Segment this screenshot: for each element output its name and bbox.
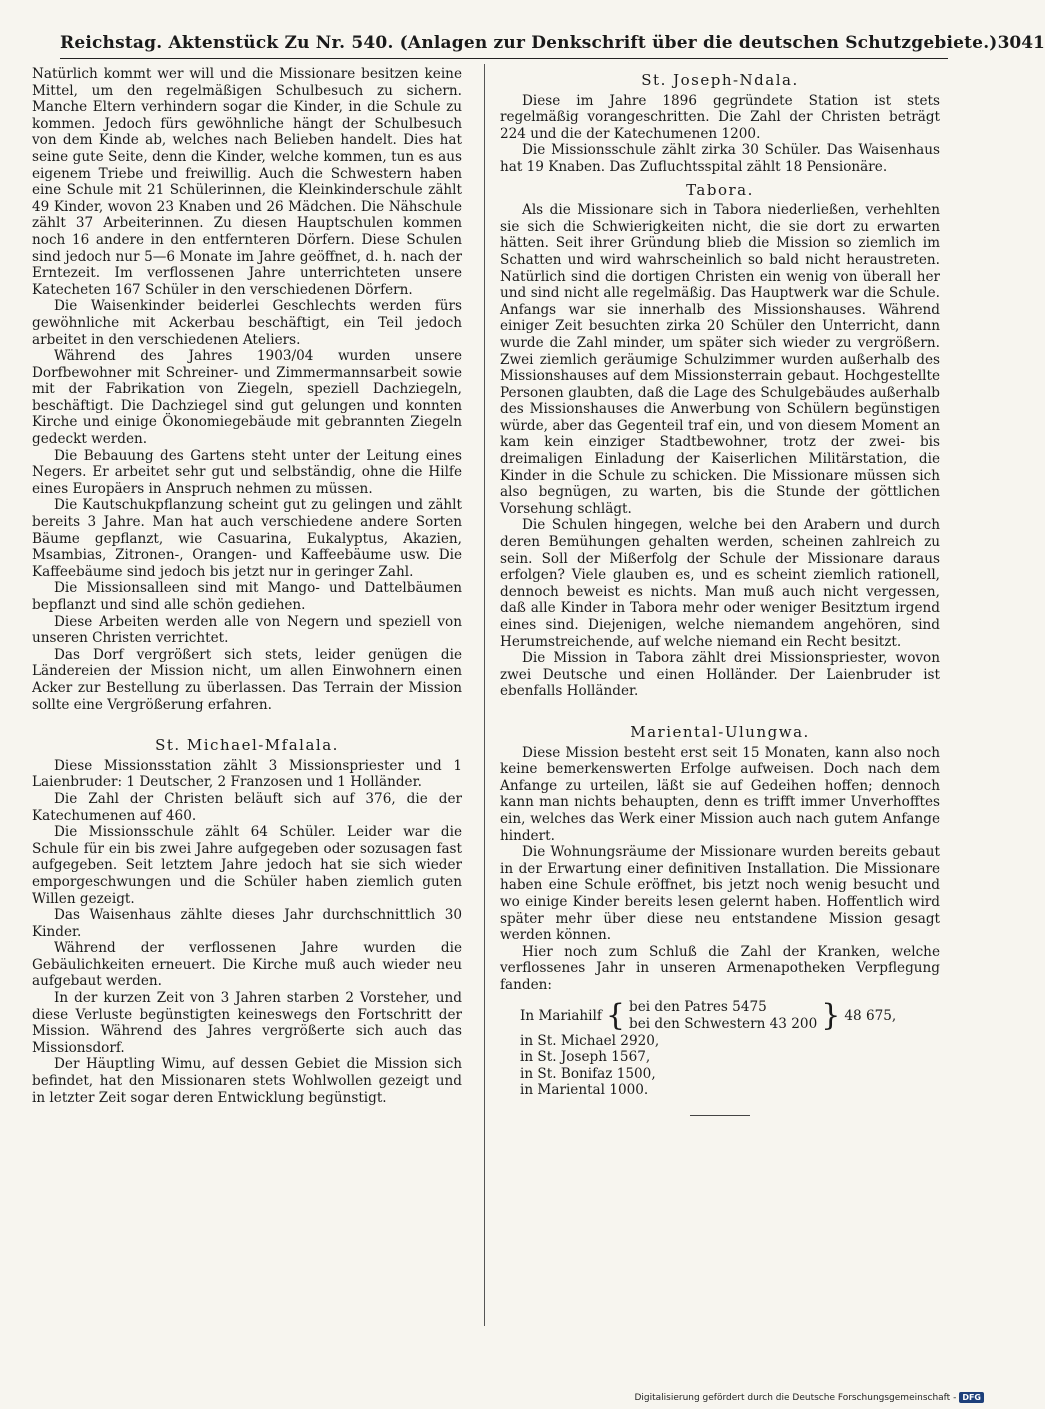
tally-lines — [629, 999, 817, 1032]
paragraph: Das Dorf vergrößert sich stets, leider genügen die Ländereien der Mission nicht, um allen Einwohnern einen Acker zur Bestellung zu überlassen. Das Terrain der Mission sollte eine Vergrößerung erfahren. — [32, 646, 462, 713]
paragraph: Die Schulen hingegen, welche bei den Arabern und durch deren Bemühungen gehalten werden, scheinen zahlreich zu sein. Soll der Mißerfolg der Schule der Missionare daraus erfolgen? Viele glauben es, und es scheint ziemlich rationell, dennoch beweist es nichts. Man muß auch nicht vergessen, daß alle Kinder in Tabora mehr oder weniger Besitztum irgend eines sind. Diejenigen, welche niemandem angehören, sind Herumstreichende, auf welche niemand ein Recht besitzt. — [500, 517, 940, 650]
list-item: in St. Joseph 1567, — [520, 1049, 651, 1066]
tally-line: bei den Patres 5475 — [629, 999, 767, 1016]
right-brace: } — [821, 998, 841, 1034]
paragraph: Die Kautschukpflanzung scheint gut zu gelingen und zählt bereits 3 Jahre. Man hat auch verschiedene andere Sorten Bäume gepflanzt, wie Casuarina, Eukalyptus, Akazien, Msambias, Zitronen-, Orangen- und Kaffeebäume usw. Die Kaffeebäume sind jedoch bis jetzt nur in geringer Zahl. — [32, 497, 462, 580]
left-column — [32, 66, 462, 1106]
paragraph: Die Mission in Tabora zählt drei Missionspriester, wovon zwei Deutsche und einen Holländer. Der Laienbruder ist ebenfalls Holländer. — [500, 650, 940, 700]
dfg-logo: DFG — [959, 1392, 984, 1403]
paragraph: Diese Missionsstation zählt 3 Missionspriester und 1 Laienbruder: 1 Deutscher, 2 Franzosen und 1 Holländer. — [32, 757, 462, 791]
paragraph: Während der verflossenen Jahre wurden die Gebäulichkeiten erneuert. Die Kirche muß auch wieder neu aufgebaut werden. — [32, 940, 462, 990]
list-item: in Mariental 1000. — [520, 1082, 649, 1099]
paragraph: In der kurzen Zeit von 3 Jahren starben 2 Vorsteher, und diese Verluste begünstigten keineswegs den Fortschritt der Mission. Während des Jahres vergrößerte sich auch das Missionsdorf. — [32, 990, 462, 1056]
paragraph: Das Waisenhaus zählte dieses Jahr durchschnittlich 30 Kinder. — [32, 907, 462, 940]
tally-line: bei den Schwestern 43 200 — [629, 1016, 818, 1033]
left-brace: { — [605, 998, 625, 1034]
paragraph: Natürlich kommt wer will und die Missionare besitzen keine Mittel, um den regelmäßigen Schulbesuch zu sichern. Manche Eltern verhindern sogar die Kinder, in die Schule zu kommen. Jedoch fürs gewöhnliche hängt der Schulbesuch von dem Kinde ab, welches nach Belieben handelt. Dies hat seine gute Seite, denn die Kinder, welche kommen, tun es aus eigenem Triebe und freiwillig. Auch die Schwestern haben eine Schule mit 21 Schülerinnen, die Kleinkinderschule zählt 49 Kinder, wovon 23 Knaben und 26 Mädchen. Die Nähschule zählt 37 Arbeiterinnen. Zu diesen Hauptschulen kommen noch 16 andere in den entfernteren Dörfern. Diese Schulen sind jedoch nur 5—6 Monate im Jahre geöffnet, d. h. nach der Erntezeit. Im verflossenen Jahre unterrichteten unsere Katecheten 167 Schüler in den verschiedenen Dörfern. — [32, 66, 462, 298]
section-heading: St. Joseph-Ndala. — [641, 71, 799, 89]
paragraph: Hier noch zum Schluß die Zahl der Kranken, welche verflossenes Jahr in unseren Armenapotheken Verpflegung fanden: — [500, 943, 940, 993]
tally-mariahilf — [520, 999, 940, 1032]
paragraph: Diese Mission besteht erst seit 15 Monaten, kann also noch keine bemerkenswerten Erfolge aufweisen. Doch nach dem Anfange zu urteilen, läßt sie auf Gedeihen hoffen; dennoch kann man nichts behaupten, denn es trifft immer Unverhofftes ein, welches das Werk einer Mission auch nach gutem Anfange hindert. — [500, 744, 940, 844]
paragraph: Die Wohnungsräume der Missionare wurden bereits gebaut in der Erwartung einer definitiven Installation. Die Missionare haben eine Schule eröffnet, bis jetzt noch wenig besucht und wo einige Kinder bereits lesen gelernt haben. Hoffentlich wird später mehr über diese neu entstandene Mission gesagt werden können. — [500, 844, 940, 944]
page-number: 3041 — [997, 33, 1045, 53]
patient-tally — [520, 999, 940, 1099]
paragraph: Während des Jahres 1903/04 wurden unsere Dorfbewohner mit Schreiner- und Zimmermannsarbeit sowie mit der Fabrikation von Ziegeln, speziell Dachziegeln, beschäftigt. Die Dachziegel sind gut gelungen und konnten Kirche und einige Ökonomiegebäude mit gebrannten Ziegeln gedeckt werden. — [32, 348, 462, 448]
header-title: Reichstag. Aktenstück Zu Nr. 540. (Anlagen zur Denkschrift über die deutschen Schutzgebiete.) — [60, 33, 998, 53]
list-item: in St. Michael 2920, — [520, 1032, 660, 1049]
paragraph: Diese Arbeiten werden alle von Negern und speziell von unseren Christen verrichtet. — [32, 613, 462, 647]
column-divider — [484, 64, 485, 1326]
paragraph: Diese im Jahre 1896 gegründete Station ist stets regelmäßig vorangeschritten. Die Zahl der Christen beträgt 224 und die der Katechumenen 1200. — [500, 92, 940, 142]
paragraph: Die Zahl der Christen beläuft sich auf 376, die der Katechumenen auf 460. — [32, 790, 462, 824]
footer-text: Digitalisierung gefördert durch die Deutsche Forschungsgemeinschaft - — [634, 1392, 957, 1403]
list-item: in St. Bonifaz 1500, — [520, 1065, 656, 1082]
paragraph: Die Bebauung des Gartens steht unter der Leitung eines Negers. Er arbeitet sehr gut und selbständig, ohne die Hilfe eines Europäers in Anspruch nehmen zu müssen. — [32, 447, 462, 497]
footer — [634, 1392, 984, 1403]
tally-list — [520, 1033, 940, 1099]
paragraph: Die Missionsschule zählt 64 Schüler. Leider war die Schule für ein bis zwei Jahre aufgegeben oder sozusagen fast aufgegeben. Seit letztem Jahre jedoch hat sie sich wieder emporgeschwungen und die Schüler haben ziemlich guten Willen gezeigt. — [32, 824, 462, 907]
paragraph: Die Missionsschule zählt zirka 30 Schüler. Das Waisenhaus hat 19 Knaben. Das Zufluchtsspital zählt 18 Pensionäre. — [500, 142, 940, 175]
section-heading: St. Michael-Mfalala. — [155, 736, 339, 755]
paragraph: Als die Missionare sich in Tabora niederließen, verhehlten sie sich die Schwierigkeiten nicht, die sie dort zu erwarten hätten. Seit ihrer Gründung blieb die Mission so ziemlich im Schatten und wird wahrscheinlich so bald nicht heraustreten. Natürlich sind die dortigen Christen ein wenig von überall her und sind nicht alle regelmäßig. Das Hauptwerk war die Schule. Anfangs war sie innerhalb des Missionshauses. Während einiger Zeit besuchten zirka 20 Schüler den Unterricht, dann wurde die Zahl minder, um später sich wieder zu vergrößern. Zwei ziemlich geräumige Schulzimmer wurden außerhalb des Missionshauses auf dem Missionsterrain gebaut. Hochgestellte Personen glaubten, daß die Lage des Schulgebäudes außerhalb des Missionshauses die Anwerbung von Schülern begünstigen würde, aber das Gegenteil traf ein, und von diesem Moment an kam kein einziger Stadtbewohner, trotz der zwei- bis dreimaligen Einladung der Kaiserlichen Militärstation, die Kinder in die Schule zu schicken. Die Missionare müssen sich also begnügen, zu warten, bis die Stunde der göttlichen Vorsehung schlägt. — [500, 202, 940, 517]
tally-prefix: In Mariahilf — [520, 1007, 602, 1024]
paragraph: Die Missionsalleen sind mit Mango- und Dattelbäumen bepflanzt und sind alle schön gediehen. — [32, 580, 462, 613]
paragraph: Der Häuptling Wimu, auf dessen Gebiet die Mission sich befindet, hat den Missionaren stets Wohlwollen gezeigt und in letzter Zeit sogar deren Entwicklung begünstigt. — [32, 1056, 462, 1106]
page-header — [60, 28, 1045, 59]
end-rule — [690, 1115, 750, 1116]
paragraph: Die Waisenkinder beiderlei Geschlechts werden fürs gewöhnliche mit Ackerbau beschäftigt, ein Teil jedoch arbeitet in den verschiedenen Ateliers. — [32, 298, 462, 348]
tally-total: 48 675, — [844, 1007, 897, 1024]
section-heading: Tabora. — [686, 180, 754, 199]
right-column — [500, 66, 940, 1116]
section-heading: Mariental-Ulungwa. — [630, 722, 810, 741]
